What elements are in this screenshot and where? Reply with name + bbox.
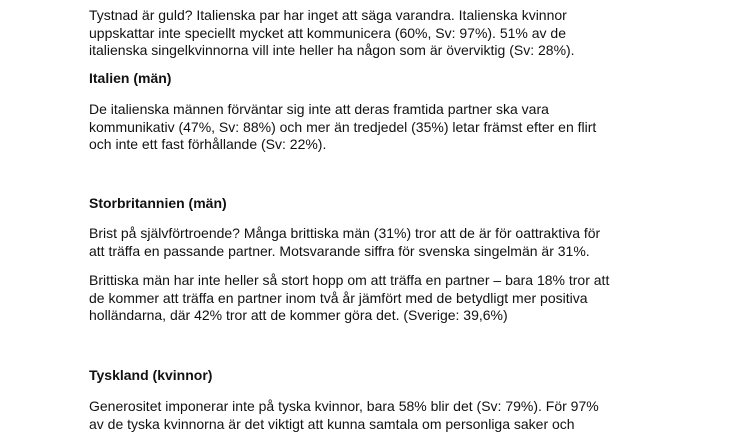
heading-storbritannien-man: Storbritannien (män) xyxy=(89,195,227,211)
paragraph-storbritannien-2: Brittiska män har inte heller så stort hopp om att träffa en partner – bara 18% tror att de kommer att träffa en partner inom två år jämfört med de betydligt mer positiva holländarna, där 42% tror att de kommer göra det. (Sverige: 39,6%) xyxy=(89,272,610,323)
paragraph-tyskland-kvinnor: Generositet imponerar inte på tyska kvinnor, bara 58% blir det (Sv: 79%). För 97% av de tyska kvinnorna är det viktigt att kunna samtala om personliga saker och xyxy=(89,398,599,432)
heading-tyskland-kvinnor: Tyskland (kvinnor) xyxy=(89,367,213,383)
paragraph-intro: Tystnad är guld? Italienska par har inget att säga varandra. Italienska kvinnor uppskattar inte speciellt mycket att kommunicera (60%, Sv: 97%). 51% av de italienska singelkvinnorna vill inte heller ha någon som är överviktig (Sv: 28%). xyxy=(89,7,575,58)
heading-italien-man: Italien (män) xyxy=(89,70,172,86)
paragraph-storbritannien-1: Brist på självförtroende? Många brittiska män (31%) tror att de är för oattraktiva för att träffa en passande partner. Motsvarande siffra för svenska singelmän är 31%. xyxy=(89,225,601,259)
paragraph-italien-man: De italienska männen förväntar sig inte att deras framtida partner ska vara kommunikativ (47%, Sv: 88%) och mer än tredjedel (35%) letar främst efter en flirt och inte ett fast förhållande (Sv: 22%). xyxy=(89,101,597,152)
